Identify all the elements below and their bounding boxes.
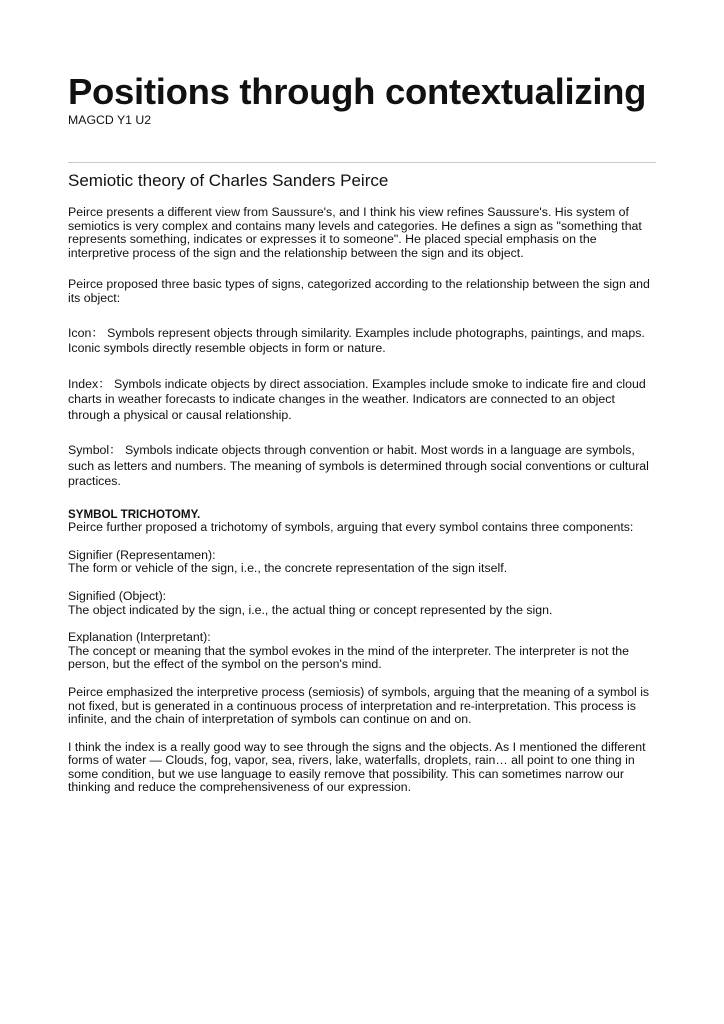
icon-term: Icon： — [68, 325, 104, 340]
trichotomy-heading: SYMBOL TRICHOTOMY. — [68, 507, 201, 521]
index-text: Symbols indicate objects by direct association. Examples include smoke to indicate fire and cloud charts in weather forecasts to indicate changes in the weather. Indicators are connected to an object through a physical or causal relationship. — [68, 376, 646, 422]
signified-term: Signified (Object): — [68, 588, 167, 603]
symbol-text: Symbols indicate objects through convention or habit. Most words in a language are symbols, such as letters and numbers. The meaning of symbols is determined through social conventions or cultural practices. — [68, 443, 649, 489]
section-title: Semiotic theory of Charles Sanders Peirce — [68, 171, 389, 190]
signifier-text: The form or vehicle of the sign, i.e., the concrete representation of the sign itself. — [68, 561, 508, 576]
explanation-term: Explanation (Interpretant): — [68, 630, 211, 645]
index-paragraph — [68, 377, 658, 424]
signified-text: The object indicated by the sign, i.e., the actual thing or concept represented by the sign. — [68, 602, 553, 617]
types-intro-paragraph: Peirce proposed three basic types of signs, categorized according to the relationship between the sign and its object: — [68, 277, 650, 305]
icon-paragraph — [68, 326, 658, 357]
trichotomy-intro: Peirce further proposed a trichotomy of symbols, arguing that every symbol contains three components: — [68, 520, 634, 535]
explanation-paragraph — [68, 631, 658, 672]
intro-paragraph: Peirce presents a different view from Saussure's, and I think his view refines Saussure's. His system of semiotics is very complex and contains many levels and categories. He defines a sign as "something that represents something, indicates or expresses it to someone". He placed special emphasis on the interpretive process of the sign and the relationship between the sign and its object. — [68, 205, 642, 260]
icon-text: Symbols represent objects through similarity. Examples include photographs, paintings, and maps. Iconic symbols directly resemble objects in form or nature. — [68, 325, 645, 356]
signifier-term: Signifier (Representamen): — [68, 547, 216, 562]
document-body — [68, 206, 658, 809]
semiosis-paragraph: Peirce emphasized the interpretive process (semiosis) of symbols, arguing that the meaning of a symbol is not fixed, but is generated in a continuous process of interpretation and re-interpretation. This process is infinite, and the chain of interpretation of symbols can continue on and on. — [68, 684, 650, 727]
signifier-paragraph — [68, 549, 658, 576]
course-code: MAGCD Y1 U2 — [68, 113, 152, 127]
symbol-paragraph — [68, 443, 658, 490]
divider — [68, 162, 656, 163]
document-title: Positions through contextualizing — [68, 71, 647, 112]
index-term: Index： — [68, 376, 111, 391]
signified-paragraph — [68, 590, 658, 617]
trichotomy-paragraph — [68, 508, 658, 535]
conclusion-paragraph: I think the index is a really good way to see through the signs and the objects. As I mentioned the different forms of water — Clouds, fog, vapor, sea, rivers, lake, waterfalls, droplets, rain… all point to one thing in some condition, but we use language to easily remove that possibility. This can sometimes narrow our thinking and reduce the comprehensiveness of our expression. — [68, 739, 646, 795]
explanation-text: The concept or meaning that the symbol evokes in the mind of the interpreter. The interpreter is not the person, but the effect of the symbol on the person's mind. — [68, 643, 630, 672]
symbol-term: Symbol： — [68, 443, 122, 458]
